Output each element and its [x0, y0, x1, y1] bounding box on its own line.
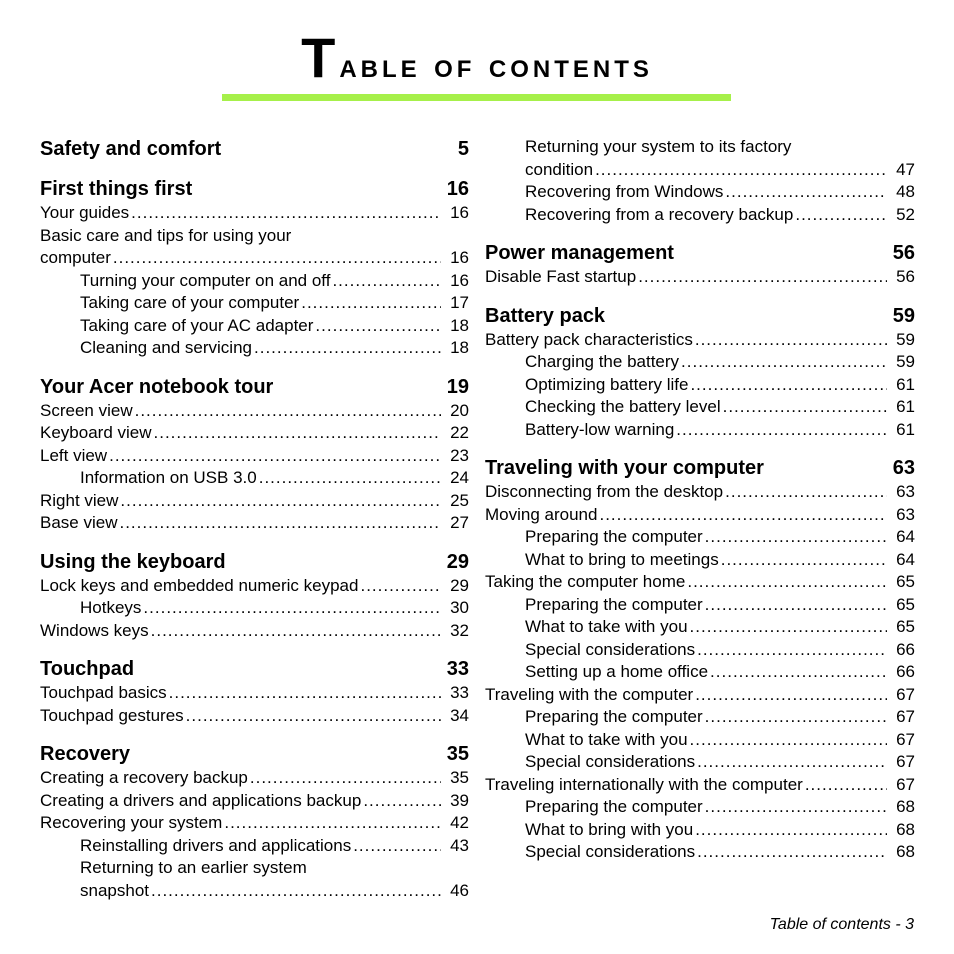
entry-title: Preparing the computer	[525, 527, 703, 546]
entry-page: 48	[896, 182, 915, 201]
toc-entry[interactable]	[40, 705, 469, 728]
entry-title: What to bring with you	[525, 819, 694, 839]
toc-subentry[interactable]	[40, 292, 469, 315]
section-page: 59	[892, 304, 915, 327]
toc-subentry[interactable]	[485, 181, 915, 204]
toc-subentry[interactable]	[485, 419, 915, 442]
dot-leader	[224, 812, 441, 835]
toc-subentry[interactable]	[485, 549, 915, 572]
entry-page: 65	[896, 594, 915, 614]
entry-title: What to take with you	[525, 729, 688, 749]
section-title: Traveling with your computer	[485, 457, 764, 479]
entry-page: 68	[896, 797, 915, 816]
entry-title: computer	[40, 248, 111, 267]
entry-title: Screen view	[40, 400, 133, 420]
dot-leader	[131, 202, 441, 225]
entry-title: Windows keys	[40, 620, 149, 640]
entry-page: 23	[450, 445, 469, 465]
entry-title: Special considerations	[525, 639, 696, 659]
entry-page: 18	[450, 315, 469, 335]
dot-leader	[690, 374, 887, 397]
dot-leader	[186, 705, 441, 728]
entry-title: Battery-low warning	[525, 419, 675, 439]
section-heading[interactable]	[485, 455, 915, 481]
section-heading[interactable]	[485, 240, 915, 266]
section-page: 63	[892, 457, 915, 479]
toc-entry[interactable]	[40, 400, 469, 423]
toc-entry-line: Returning your system to its factory	[525, 137, 792, 156]
entry-page: 61	[896, 374, 915, 394]
title-initial: T	[301, 26, 340, 89]
dot-leader	[695, 329, 887, 352]
dot-leader	[135, 400, 441, 423]
entry-title: Creating a recovery backup	[40, 768, 248, 787]
toc-entry[interactable]	[40, 512, 469, 535]
dot-leader	[710, 661, 887, 684]
dot-leader	[360, 575, 441, 598]
toc-section	[40, 374, 469, 535]
toc-subentry[interactable]	[485, 594, 915, 617]
toc-subentry[interactable]	[485, 526, 915, 549]
dot-leader	[638, 266, 887, 289]
entry-page: 16	[450, 248, 469, 267]
entry-title: Disable Fast startup	[485, 267, 637, 286]
entry-page: 17	[450, 293, 469, 312]
entry-page: 67	[896, 729, 915, 749]
dot-leader	[151, 880, 441, 903]
page-footer: Table of contents - 3	[769, 916, 914, 933]
entry-page: 68	[896, 819, 915, 839]
section-heading[interactable]	[40, 741, 469, 767]
dot-leader	[154, 422, 441, 445]
entry-title: Traveling with the computer	[485, 684, 694, 704]
entry-page: 43	[450, 835, 469, 855]
entry-page: 59	[896, 352, 915, 371]
toc-subentry[interactable]	[485, 396, 915, 419]
toc-entry[interactable]	[40, 620, 469, 643]
section-page: 5	[457, 138, 469, 160]
entry-title: Traveling internationally with the computer	[485, 774, 803, 794]
entry-title: Special considerations	[525, 842, 696, 861]
dot-leader	[705, 594, 887, 617]
entry-title: condition	[525, 159, 594, 179]
entry-title: Keyboard view	[40, 423, 152, 442]
section-title: Safety and comfort	[40, 138, 222, 160]
entry-title: Left view	[40, 445, 108, 465]
entry-page: 64	[896, 549, 915, 569]
dot-leader	[119, 512, 441, 535]
entry-title: Taking care of your computer	[80, 293, 300, 312]
entry-page: 65	[896, 572, 915, 591]
entry-title: Touchpad basics	[40, 683, 167, 702]
entry-page: 22	[450, 423, 469, 442]
entry-page: 42	[450, 813, 469, 832]
entry-title: Taking care of your AC adapter	[80, 315, 314, 335]
dot-leader	[120, 490, 441, 513]
dot-leader	[143, 597, 441, 620]
toc-subentry[interactable]	[485, 374, 915, 397]
toc-entry-line: Returning to an earlier system	[80, 858, 307, 877]
section-title: Touchpad	[40, 658, 135, 680]
toc-subentry[interactable]	[40, 835, 469, 858]
dot-leader	[805, 774, 887, 797]
entry-title: Optimizing battery life	[525, 374, 689, 394]
entry-page: 67	[896, 684, 915, 704]
toc-subentry[interactable]	[485, 841, 915, 864]
section-heading[interactable]	[40, 549, 469, 575]
toc-entry[interactable]	[40, 445, 469, 468]
section-title: Power management	[485, 242, 674, 264]
entry-page: 24	[450, 468, 469, 487]
entry-title: Moving around	[485, 504, 598, 524]
title-rest: able of contents	[339, 47, 653, 85]
toc-subentry[interactable]	[40, 270, 469, 293]
entry-page: 16	[450, 270, 469, 290]
entry-title: Taking the computer home	[485, 572, 686, 591]
dot-leader	[676, 419, 887, 442]
toc-entry[interactable]	[40, 682, 469, 705]
entry-page: 65	[896, 617, 915, 636]
toc-entry[interactable]	[40, 790, 469, 813]
section-page: 33	[446, 658, 469, 680]
entry-title: Recovering your system	[40, 813, 223, 832]
section-title: First things first	[40, 178, 193, 200]
dot-leader	[705, 526, 887, 549]
toc-entry[interactable]	[40, 202, 469, 225]
title-underline	[222, 94, 731, 101]
entry-page: 35	[450, 768, 469, 787]
dot-leader	[113, 247, 441, 270]
entry-page: 61	[896, 419, 915, 439]
dot-leader	[109, 445, 441, 468]
toc-entry[interactable]	[485, 571, 915, 594]
dot-leader	[690, 616, 887, 639]
dot-leader	[697, 639, 887, 662]
entry-page: 32	[450, 620, 469, 640]
entry-title: Lock keys and embedded numeric keypad	[40, 575, 359, 595]
entry-title: Disconnecting from the desktop	[485, 482, 724, 501]
section-page: 56	[892, 242, 915, 264]
section-page: 16	[446, 178, 469, 200]
entry-page: 66	[896, 662, 915, 681]
entry-title: Battery pack characteristics	[485, 329, 693, 349]
toc-subentry[interactable]	[40, 315, 469, 338]
entry-title: Cleaning and servicing	[80, 338, 252, 357]
entry-page: 16	[450, 203, 469, 222]
toc-entry[interactable]	[40, 422, 469, 445]
toc-section	[40, 549, 469, 643]
toc-subentry[interactable]	[40, 597, 469, 620]
entry-title: What to take with you	[525, 617, 688, 636]
dot-leader	[363, 790, 441, 813]
toc-subentry[interactable]	[485, 661, 915, 684]
entry-page: 33	[450, 683, 469, 702]
entry-page: 18	[450, 338, 469, 357]
toc-section	[485, 240, 915, 289]
dot-leader	[690, 729, 887, 752]
toc-subentry[interactable]	[485, 204, 915, 227]
dot-leader	[725, 481, 887, 504]
dot-leader	[353, 835, 441, 858]
toc-entry[interactable]	[40, 247, 469, 270]
toc-section	[40, 136, 469, 162]
dot-leader	[254, 337, 441, 360]
dot-leader	[695, 684, 887, 707]
entry-page: 64	[896, 527, 915, 546]
entry-title: Information on USB 3.0	[80, 468, 257, 487]
dot-leader	[259, 467, 441, 490]
dot-leader	[725, 181, 887, 204]
section-heading[interactable]	[40, 176, 469, 202]
toc-entry[interactable]	[40, 490, 469, 513]
toc-subentry[interactable]	[40, 337, 469, 360]
section-page: 35	[446, 743, 469, 765]
entry-page: 47	[896, 159, 915, 179]
toc-entry[interactable]	[40, 575, 469, 598]
entry-title: Preparing the computer	[525, 797, 703, 816]
dot-leader	[721, 549, 887, 572]
section-heading[interactable]	[485, 303, 915, 329]
toc-entry[interactable]	[40, 767, 469, 790]
entry-title: Recovering from Windows	[525, 182, 724, 201]
toc-left-column	[40, 136, 469, 902]
toc-entry[interactable]	[485, 504, 915, 527]
entry-page: 30	[450, 598, 469, 617]
entry-title: Touchpad gestures	[40, 705, 184, 725]
entry-page: 63	[896, 504, 915, 524]
dot-leader	[705, 706, 887, 729]
entry-title: Special considerations	[525, 752, 696, 771]
section-page: 19	[446, 375, 469, 398]
dot-leader	[705, 796, 887, 819]
section-title: Recovery	[40, 743, 131, 765]
entry-page: 20	[450, 400, 469, 420]
dot-leader	[315, 315, 441, 338]
dot-leader	[697, 751, 887, 774]
dot-leader	[723, 396, 887, 419]
toc-subentry[interactable]	[485, 751, 915, 774]
page-title	[0, 28, 954, 96]
section-heading[interactable]	[40, 136, 469, 162]
entry-title: Base view	[40, 513, 118, 532]
dot-leader	[599, 504, 887, 527]
entry-title: Creating a drivers and applications backup	[40, 790, 362, 810]
toc-subentry[interactable]	[485, 616, 915, 639]
dot-leader	[687, 571, 887, 594]
entry-page: 34	[450, 705, 469, 725]
toc-subentry[interactable]	[485, 819, 915, 842]
toc-subentry[interactable]	[485, 639, 915, 662]
section-title: Using the keyboard	[40, 550, 226, 573]
toc-subentry[interactable]	[40, 467, 469, 490]
entry-page: 59	[896, 329, 915, 349]
toc-subentry[interactable]	[485, 706, 915, 729]
entry-page: 67	[896, 774, 915, 794]
toc-subentry[interactable]	[485, 351, 915, 374]
entry-title: Turning your computer on and off	[80, 270, 331, 290]
toc-section	[40, 176, 469, 360]
entry-title: Right view	[40, 490, 119, 510]
entry-page: 29	[450, 575, 469, 595]
entry-title: Reinstalling drivers and applications	[80, 835, 352, 855]
entry-page: 63	[896, 482, 915, 501]
entry-title: Preparing the computer	[525, 594, 703, 614]
entry-page: 68	[896, 842, 915, 861]
toc-entry[interactable]	[485, 774, 915, 797]
dot-leader	[151, 620, 441, 643]
dot-leader	[595, 159, 887, 182]
toc-subentry[interactable]	[485, 159, 915, 182]
entry-title: Your guides	[40, 203, 130, 222]
toc-entry[interactable]	[485, 329, 915, 352]
toc-subentry[interactable]	[485, 796, 915, 819]
dot-leader	[795, 204, 887, 227]
entry-page: 56	[896, 267, 915, 286]
entry-title: Checking the battery level	[525, 397, 721, 416]
entry-title: snapshot	[80, 880, 149, 900]
dot-leader	[681, 351, 887, 374]
entry-title: What to bring to meetings	[525, 549, 719, 569]
entry-page: 66	[896, 639, 915, 659]
toc-entry-line: Basic care and tips for using your	[40, 225, 292, 245]
entry-title: Hotkeys	[80, 598, 142, 617]
section-page: 29	[446, 550, 469, 573]
toc-section	[40, 656, 469, 727]
toc-entry[interactable]	[485, 481, 915, 504]
entry-page: 61	[896, 397, 915, 416]
toc-section	[40, 741, 469, 902]
section-heading[interactable]	[40, 656, 469, 682]
entry-title: Preparing the computer	[525, 707, 703, 726]
entry-page: 67	[896, 752, 915, 771]
entry-page: 46	[450, 880, 469, 900]
entry-page: 39	[450, 790, 469, 810]
section-title: Your Acer notebook tour	[40, 375, 274, 398]
entry-page: 67	[896, 707, 915, 726]
entry-page: 52	[896, 204, 915, 224]
dot-leader	[169, 682, 441, 705]
dot-leader	[301, 292, 441, 315]
entry-page: 27	[450, 513, 469, 532]
toc-entry[interactable]	[485, 266, 915, 289]
entry-title: Charging the battery	[525, 352, 680, 371]
dot-leader	[332, 270, 441, 293]
dot-leader	[697, 841, 887, 864]
entry-title: Setting up a home office	[525, 662, 709, 681]
toc-subentry[interactable]	[40, 880, 469, 903]
toc-right-column	[485, 136, 915, 864]
toc-entry[interactable]	[485, 684, 915, 707]
dot-leader	[250, 767, 441, 790]
toc-section	[485, 455, 915, 864]
dot-leader	[695, 819, 887, 842]
entry-page: 25	[450, 490, 469, 510]
toc-subentry[interactable]	[485, 729, 915, 752]
section-heading[interactable]	[40, 374, 469, 400]
toc-entry[interactable]	[40, 812, 469, 835]
toc-section	[485, 303, 915, 442]
section-title: Battery pack	[485, 304, 606, 327]
toc-section	[485, 136, 915, 226]
entry-title: Recovering from a recovery backup	[525, 204, 794, 224]
